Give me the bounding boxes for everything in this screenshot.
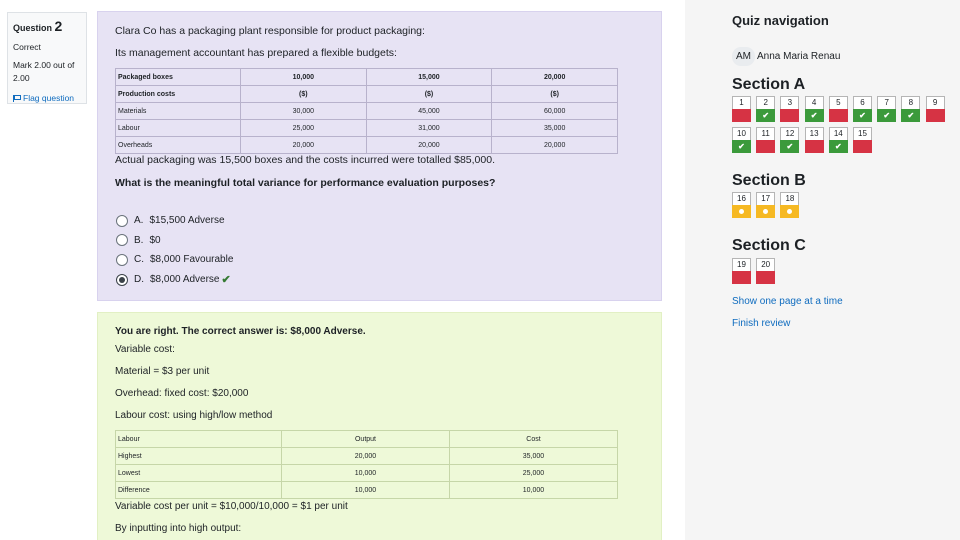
question-number-label: 17	[756, 192, 775, 205]
question-box	[97, 11, 662, 301]
answer-options	[116, 211, 233, 289]
budget-cell: 31,000	[366, 120, 492, 137]
user-name: Anna Maria Renau	[757, 51, 841, 62]
correct-status-icon: ✔	[853, 109, 872, 122]
budget-table	[115, 68, 618, 154]
question-number-label: 3	[780, 96, 799, 109]
quiz-nav-question-4[interactable]	[805, 96, 824, 124]
answer-option[interactable]	[116, 250, 233, 270]
budget-cell: 10,000	[241, 69, 367, 86]
question-number-label: 13	[805, 127, 824, 140]
budget-cell: 45,000	[366, 103, 492, 120]
budget-row	[116, 69, 618, 86]
labour-cell: 10,000	[450, 482, 618, 499]
flag-question-link[interactable]: Flag question	[13, 93, 81, 103]
labour-cell: Cost	[450, 431, 618, 448]
quiz-nav-question-6[interactable]	[853, 96, 872, 124]
answer-option[interactable]	[116, 231, 233, 251]
avatar: AM	[732, 47, 755, 66]
budget-cell: Overheads	[116, 137, 241, 154]
question-intro-2: Its management accountant has prepared a flexible budgets:	[115, 47, 397, 59]
quiz-nav-question-1[interactable]	[732, 96, 751, 124]
correct-status-icon: ✔	[756, 109, 775, 122]
answer-text: $8,000 Adverse	[150, 274, 220, 286]
budget-cell: Materials	[116, 103, 241, 120]
feedback-material: Material = $3 per unit	[115, 366, 210, 377]
question-number: 2	[54, 18, 63, 34]
question-number-label: 7	[877, 96, 896, 109]
question-number-label: 5	[829, 96, 848, 109]
incorrect-status-icon	[756, 140, 775, 153]
labour-cell: 25,000	[450, 465, 618, 482]
quiz-nav-question-10[interactable]	[732, 127, 751, 155]
labour-table	[115, 430, 618, 499]
incorrect-status-icon	[756, 271, 775, 284]
feedback-overhead: Overhead: fixed cost: $20,000	[115, 388, 249, 399]
question-grade: Mark 2.00 out of 2.00	[13, 60, 75, 83]
budget-cell: 20,000	[492, 69, 618, 86]
budget-cell: 20,000	[492, 137, 618, 154]
actual-text: Actual packaging was 15,500 boxes and the costs incurred were totalled $85,000.	[115, 154, 495, 166]
question-number-label: 1	[732, 96, 751, 109]
question-number-label: 4	[805, 96, 824, 109]
quiz-nav-question-15[interactable]	[853, 127, 872, 155]
quiz-nav-question-14[interactable]	[829, 127, 848, 155]
incorrect-status-icon	[732, 109, 751, 122]
finish-review-link[interactable]: Finish review	[732, 318, 791, 329]
budget-cell: 15,000	[366, 69, 492, 86]
budget-cell: 30,000	[241, 103, 367, 120]
question-number-label: 6	[853, 96, 872, 109]
budget-cell: Packaged boxes	[116, 69, 241, 86]
budget-cell: ($)	[366, 86, 492, 103]
question-number-heading: Question 2	[13, 18, 63, 34]
answer-letter: D.	[134, 274, 144, 286]
quiz-nav-question-19[interactable]	[732, 258, 751, 286]
quiz-nav-question-18[interactable]	[780, 192, 799, 220]
correct-check-icon: ✔	[221, 274, 231, 287]
labour-row	[116, 448, 618, 465]
correct-status-icon: ✔	[805, 109, 824, 122]
budget-cell: Production costs	[116, 86, 241, 103]
quiz-nav-question-16[interactable]	[732, 192, 751, 220]
section-c-heading: Section C	[732, 237, 806, 254]
labour-cell: 10,000	[282, 482, 450, 499]
incorrect-status-icon	[829, 109, 848, 122]
correct-status-icon: ✔	[780, 140, 799, 153]
labour-row	[116, 431, 618, 448]
budget-cell: 35,000	[492, 120, 618, 137]
answer-option[interactable]	[116, 270, 233, 290]
correct-status-icon: ✔	[732, 140, 751, 153]
labour-cell: 35,000	[450, 448, 618, 465]
labour-row	[116, 482, 618, 499]
labour-cell: 20,000	[282, 448, 450, 465]
feedback-var-per-unit: Variable cost per unit = $10,000/10,000 = $1 per unit	[115, 501, 348, 512]
budget-cell: 25,000	[241, 120, 367, 137]
question-state: Correct	[13, 42, 41, 52]
quiz-nav-question-5[interactable]	[829, 96, 848, 124]
labour-row	[116, 465, 618, 482]
show-one-page-link[interactable]: Show one page at a time	[732, 296, 843, 307]
labour-cell: Lowest	[116, 465, 282, 482]
section-b-heading: Section B	[732, 172, 806, 189]
question-number-label: 10	[732, 127, 751, 140]
budget-cell: 60,000	[492, 103, 618, 120]
labour-cell: Difference	[116, 482, 282, 499]
question-number-label: 12	[780, 127, 799, 140]
question-number-label: 11	[756, 127, 775, 140]
pending-status-icon	[780, 205, 799, 218]
labour-cell: Labour	[116, 431, 282, 448]
user-info	[732, 47, 840, 66]
answer-radio[interactable]	[116, 234, 128, 246]
quiz-nav-question-3[interactable]	[780, 96, 799, 124]
question-intro-1: Clara Co has a packaging plant responsible for product packaging:	[115, 25, 425, 37]
feedback-inputting: By inputting into high output:	[115, 523, 242, 534]
labour-cell: Highest	[116, 448, 282, 465]
question-number-label: 20	[756, 258, 775, 271]
answer-radio[interactable]	[116, 274, 128, 286]
feedback-labour-method: Labour cost: using high/low method	[115, 410, 273, 421]
question-number-label: 14	[829, 127, 848, 140]
quiz-navigation-panel	[685, 0, 960, 540]
incorrect-status-icon	[805, 140, 824, 153]
budget-cell: 20,000	[241, 137, 367, 154]
quiz-nav-question-2[interactable]	[756, 96, 775, 124]
correct-status-icon: ✔	[877, 109, 896, 122]
labour-cell: Output	[282, 431, 450, 448]
correct-status-icon: ✔	[901, 109, 920, 122]
feedback-box	[97, 312, 662, 540]
question-number-label: 16	[732, 192, 751, 205]
incorrect-status-icon	[926, 109, 945, 122]
labour-cell: 10,000	[282, 465, 450, 482]
answer-text: $15,500 Adverse	[149, 215, 225, 227]
answer-letter: A.	[134, 215, 144, 227]
answer-radio[interactable]	[116, 254, 128, 266]
question-number-label: 2	[756, 96, 775, 109]
answer-text: $8,000 Favourable	[150, 254, 234, 266]
incorrect-status-icon	[732, 271, 751, 284]
budget-row	[116, 103, 618, 120]
budget-row	[116, 137, 618, 154]
quiz-nav-question-8[interactable]	[901, 96, 920, 124]
answer-letter: C.	[134, 254, 144, 266]
question-number-label: 8	[901, 96, 920, 109]
budget-row	[116, 120, 618, 137]
section-a-heading: Section A	[732, 76, 806, 93]
answer-letter: B.	[134, 234, 144, 246]
quiz-nav-question-17[interactable]	[756, 192, 775, 220]
budget-row	[116, 86, 618, 103]
quiz-nav-question-9[interactable]	[926, 96, 945, 124]
feedback-variable-cost: Variable cost:	[115, 344, 175, 355]
question-number-label: 15	[853, 127, 872, 140]
question-number-label: 9	[926, 96, 945, 109]
quiz-nav-question-12[interactable]	[780, 127, 799, 155]
question-prompt: What is the meaningful total variance for performance evaluation purposes?	[115, 177, 496, 189]
budget-cell: ($)	[241, 86, 367, 103]
budget-cell: ($)	[492, 86, 618, 103]
budget-cell: Labour	[116, 120, 241, 137]
answer-option[interactable]	[116, 211, 233, 231]
answer-text: $0	[149, 234, 161, 246]
quiz-nav-question-20[interactable]	[756, 258, 775, 286]
pending-status-icon	[732, 205, 751, 218]
incorrect-status-icon	[780, 109, 799, 122]
answer-radio[interactable]	[116, 215, 128, 227]
quiz-nav-question-11[interactable]	[756, 127, 775, 155]
feedback-right-answer: You are right. The correct answer is: $8,000 Adverse.	[115, 326, 366, 337]
quiz-nav-question-7[interactable]	[877, 96, 896, 124]
question-number-label: 18	[780, 192, 799, 205]
quiz-nav-question-13[interactable]	[805, 127, 824, 155]
correct-status-icon: ✔	[829, 140, 848, 153]
budget-cell: 20,000	[366, 137, 492, 154]
question-info	[7, 12, 87, 104]
quiz-navigation-title: Quiz navigation	[732, 13, 829, 28]
incorrect-status-icon	[853, 140, 872, 153]
question-number-label: 19	[732, 258, 751, 271]
flag-icon	[13, 95, 20, 102]
pending-status-icon	[756, 205, 775, 218]
